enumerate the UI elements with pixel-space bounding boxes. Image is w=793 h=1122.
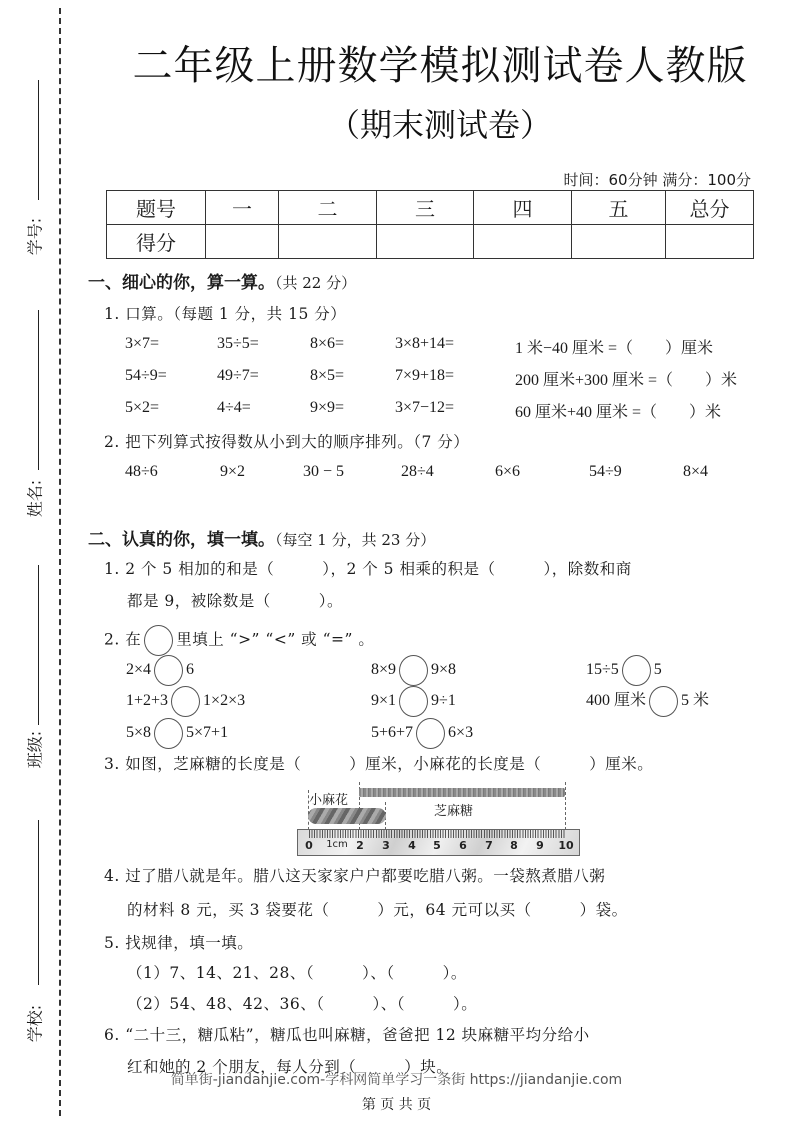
- score-cell[interactable]: [474, 225, 572, 259]
- oral-calc-item: 1 米−40 厘米 =（ ）厘米: [515, 340, 714, 357]
- comparison-right: 6×3: [448, 724, 474, 742]
- s2-q6-line1: 6. “二十三，糖瓜粘”，糖瓜也叫麻糖，爸爸把 12 块麻糖平均分给小: [104, 1026, 590, 1044]
- oral-calc-item: 200 厘米+300 厘米 =（ ）米: [515, 372, 738, 389]
- school-field[interactable]: [38, 820, 39, 985]
- oral-calc-item: 8×6=: [310, 335, 345, 352]
- answer-circle[interactable]: [649, 686, 678, 717]
- s2-q5-sub2: （2）54、48、42、36、（ ）、（ ）。: [127, 995, 478, 1013]
- comparison-left: 5×8: [126, 724, 152, 742]
- comparison-right: 6: [186, 661, 195, 679]
- comparison-item: [126, 718, 228, 749]
- score-cell[interactable]: [279, 225, 377, 259]
- ruler-ticks: [309, 830, 566, 838]
- score-cell[interactable]: [206, 225, 279, 259]
- section1-title: 一、细心的你，算一算。: [88, 273, 275, 293]
- blank-circle-icon: [144, 625, 173, 656]
- section2-points: （每空 1 分，共 23 分）: [275, 531, 436, 549]
- score-table-score-row: [107, 225, 754, 259]
- answer-circle[interactable]: [154, 655, 183, 686]
- comparison-item: [586, 686, 709, 717]
- answer-circle[interactable]: [171, 686, 200, 717]
- header-cell: 题号: [107, 191, 206, 225]
- student-id-label: 学号:: [25, 217, 45, 256]
- s2-q2-title-pre: 2. 在: [104, 630, 142, 649]
- comparison-item: [371, 718, 473, 749]
- header-cell: 三: [377, 191, 474, 225]
- order-item: 9×2: [220, 463, 246, 480]
- s2-q5-sub1: （1）7、14、21、28、（ ）、（ ）。: [127, 964, 467, 982]
- order-item: 54÷9: [589, 463, 622, 480]
- section2-heading: [88, 525, 435, 550]
- comparison-left: 400 厘米: [586, 692, 647, 710]
- guide-line: [565, 782, 566, 830]
- order-item: 28÷4: [401, 463, 434, 480]
- comparison-right: 5 米: [681, 692, 710, 710]
- s1-q1-title: 1. 口算。（每题 1 分，共 15 分）: [104, 305, 347, 323]
- header-cell: 二: [279, 191, 377, 225]
- oral-calc-item: 4÷4=: [217, 399, 251, 416]
- ruler-number: 1cm: [326, 839, 348, 850]
- score-cell[interactable]: [572, 225, 666, 259]
- page-title: 二年级上册数学模拟测试卷人教版: [132, 43, 748, 89]
- ruler-number: 5: [433, 839, 441, 852]
- s2-q4-line2: 的材料 8 元，买 3 袋要花（ ）元，64 元可以买（ ）袋。: [127, 901, 628, 919]
- comparison-item: [371, 686, 456, 717]
- comparison-left: 9×1: [371, 692, 397, 710]
- ruler-number: 2: [356, 839, 364, 852]
- score-cell[interactable]: [666, 225, 754, 259]
- comparison-left: 2×4: [126, 661, 152, 679]
- oral-calc-item: 7×9+18=: [395, 367, 455, 384]
- s2-q4-line1: 4. 过了腊八就是年。腊八这天家家户户都要吃腊八粥。一袋熬煮腊八粥: [104, 867, 606, 885]
- student-id-field[interactable]: [38, 80, 39, 200]
- score-row-label: 得分: [107, 225, 206, 259]
- watermark: 简单街-jiandanjie.com-学科网简单学习一条街 https://jiandanjie.com: [170, 1072, 623, 1088]
- header-cell: 一: [206, 191, 279, 225]
- s1-q2-title: 2. 把下列算式按得数从小到大的顺序排列。（7 分）: [104, 433, 470, 451]
- header-cell: 五: [572, 191, 666, 225]
- order-item: 30 − 5: [303, 463, 345, 480]
- class-field[interactable]: [38, 565, 39, 725]
- time-info: 时间：60分钟 满分：100分: [563, 171, 751, 189]
- answer-circle[interactable]: [622, 655, 651, 686]
- ruler-number: 9: [536, 839, 544, 852]
- comparison-left: 5+6+7: [371, 724, 414, 742]
- comparison-item: [371, 655, 456, 686]
- ruler-number: 4: [408, 839, 416, 852]
- score-table: [106, 190, 754, 259]
- comparison-right: 5: [653, 661, 662, 679]
- score-cell[interactable]: [377, 225, 474, 259]
- answer-circle[interactable]: [416, 718, 445, 749]
- comparison-right: 9×8: [431, 661, 457, 679]
- oral-calc-item: 5×2=: [125, 399, 160, 416]
- twist-image: [308, 808, 386, 824]
- oral-calc-item: 9×9=: [310, 399, 345, 416]
- answer-circle[interactable]: [154, 718, 183, 749]
- s2-q5-title: 5. 找规律，填一填。: [104, 934, 254, 952]
- oral-calc-item: 60 厘米+40 厘米 =（ ）米: [515, 404, 722, 421]
- ruler-number: 0: [305, 839, 313, 852]
- header-cell: 总分: [666, 191, 754, 225]
- ruler-number: 7: [485, 839, 493, 852]
- binding-dashed-line: [59, 8, 61, 1116]
- s2-q2-title: [104, 625, 374, 656]
- sesame-candy-image: [359, 788, 565, 797]
- comparison-right: 5×7+1: [186, 724, 229, 742]
- oral-calc-item: 8×5=: [310, 367, 345, 384]
- comparison-right: 9÷1: [431, 692, 456, 710]
- order-item: 6×6: [495, 463, 521, 480]
- oral-calc-item: 49÷7=: [217, 367, 259, 384]
- section1-points: （共 22 分）: [275, 274, 357, 292]
- section2-title: 二、认真的你，填一填。: [88, 530, 275, 550]
- ruler-number: 8: [510, 839, 518, 852]
- s2-q2-title-post: 里填上 “>” “<” 或 “=” 。: [176, 630, 375, 649]
- s2-q1-line1: 1. 2 个 5 相加的和是（ ），2 个 5 相乘的积是（ ），除数和商: [104, 560, 632, 578]
- s2-q6-line2: 红和她的 2 个朋友，每人分到（ ）块。: [127, 1058, 453, 1076]
- order-item: 48÷6: [125, 463, 158, 480]
- order-item: 8×4: [683, 463, 709, 480]
- answer-circle[interactable]: [399, 686, 428, 717]
- comparison-item: [586, 655, 662, 686]
- comparison-right: 1×2×3: [203, 692, 246, 710]
- oral-calc-item: 3×7=: [125, 335, 160, 352]
- comparison-item: [126, 686, 245, 717]
- comparison-left: 1+2+3: [126, 692, 169, 710]
- comparison-left: 8×9: [371, 661, 397, 679]
- page-subtitle: （期末测试卷）: [327, 106, 552, 144]
- sesame-candy-label: 芝麻糖: [434, 804, 474, 819]
- score-table-header-row: [107, 191, 754, 225]
- s2-q3-text: 3. 如图，芝麻糖的长度是（ ）厘米，小麻花的长度是（ ）厘米。: [104, 755, 654, 773]
- class-label: 班级:: [25, 730, 45, 769]
- ruler-number: 10: [558, 839, 574, 852]
- page-number: 第 页 共 页: [361, 1097, 432, 1113]
- oral-calc-item: 35÷5=: [217, 335, 259, 352]
- oral-calc-item: 54÷9=: [125, 367, 167, 384]
- school-label: 学校:: [25, 1004, 45, 1043]
- ruler-number: 6: [459, 839, 467, 852]
- oral-calc-item: 3×8+14=: [395, 335, 455, 352]
- name-field[interactable]: [38, 310, 39, 470]
- twist-label: 小麻花: [309, 793, 349, 808]
- oral-calc-item: 3×7−12=: [395, 399, 455, 416]
- comparison-item: [126, 655, 194, 686]
- name-label: 姓名:: [25, 479, 45, 518]
- answer-circle[interactable]: [399, 655, 428, 686]
- ruler-number: 3: [382, 839, 390, 852]
- comparison-left: 15÷5: [586, 661, 619, 679]
- ruler-image: [297, 829, 580, 856]
- s2-q1-line2: 都是 9，被除数是（ ）。: [127, 592, 344, 610]
- header-cell: 四: [474, 191, 572, 225]
- section1-heading: [88, 268, 356, 293]
